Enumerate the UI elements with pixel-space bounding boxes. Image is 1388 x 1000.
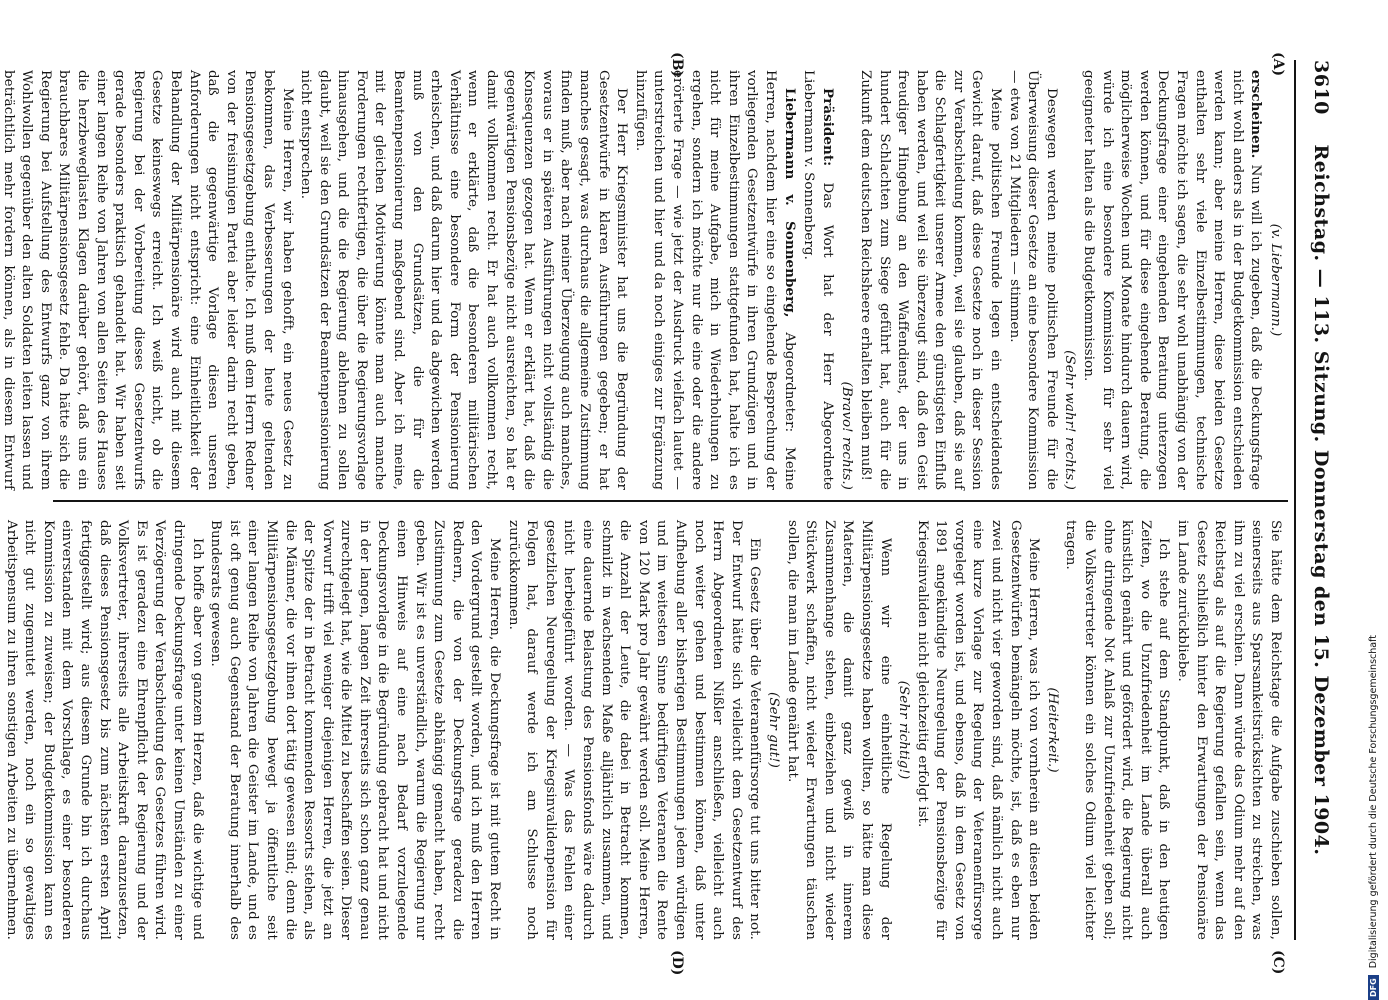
president-text: Das Wort hat der Herr Abgeordnete Liebermann v. Sonnenberg. [801,70,835,491]
page-header [1292,0,1332,1000]
paragraph: Ich stehe auf dem Standpunkt, daß in den heutigen Zeiten, wo die Unzufriedenheit im Lande überall auch künstlich genährt und gefördert wird, die Regierung nicht ohne dringende Not Anlaß zur Unzufriedenheit geben soll; die Volksvertreter können ein solches Odium viel leichter tragen. [1063,520,1172,940]
dfg-logo: DFG [1368,975,1379,1000]
funding-note [1368,0,1388,1000]
president-label: Präsident: [819,88,836,167]
header-rule [1294,60,1296,940]
paragraph: Meine Herren, wir haben gehofft, ein neues Gesetz zu bekommen, das Verbesserungen der heute geltenden Pensionsgesetzgebung enthalte. Ich muß dem Herrn Redner von der freisinnigen Partei aber leider darin recht geben, daß die gegenwärtige Vorlage diesen unseren Anforderungen nicht entspricht: eine Einheitlichkeit der Behandlung der Militärpensionäre wird auch mit diesem Gesetze keineswegs erreicht. Ich weiß nicht, ob die Regierung bei der Vorbereitung dieses Gesetzentwurfs gerade besonders praktisch gehandelt hat. Wir haben seit einer langen Reihe von Jahren von allen Seiten des Hauses die herzbewegliasten Klagen darüber gehört, daß uns ein brauchbares Militärpensionsgesetz fehle. Da hätte sich die Regierung bei Aufstellung des Entwurfs ganz von ihrem Wohlwollen gegenüber den alten Soldaten leiten lassen und beträchtlich mehr fordern können, als in diesem Entwurf [0,70,295,490]
margin-marker-a: (A) [1270,52,1286,77]
applause: (Heiterkeit.) [1044,687,1060,773]
paragraph-text: Nun will ich zugeben, daß die Deckungsfrage nicht wohl anders als in der Budgetkommission entschieden werden kann; aber meine Herren, diese beiden Gesetze enthalten sehr viele Einzelbestimmungen, technische Fragen möchte ich sagen, die sehr wohl unabhängig von der Deckungsfrage einer eingehenden Beratung unterzogen werden können, und für diese eingehende Beratung, die möglicherweise Wochen und Monate hindurch dauern wird, würde ich eine besondere Kommission für sehr viel geeigneter halten als die Budgetkommission. [1081,70,1264,491]
margin-marker-c: (C) [1270,950,1286,975]
paragraph: Meine Herren, was ich von vornherein an diesen beiden Gesetzentwürfen bemängeln möchte, ist, daß es eben nur zwei und nicht vier geworden sind, daß nämlich nicht auch eine kurze Vorlage zur Regelung der Veteranenfürsorge vorgelegt worden ist, und ebenso, daß in dem Gesetz von 1891 angekündigte Neuregelung der Pensionsbezüge für Kriegsinvaliden nicht gleichzeitig erfolgt ist. [914,520,1042,940]
applause: (Bravo! rechts.) [839,381,855,490]
paragraph [1078,70,1265,490]
paragraph: Meine politischen Freunde legen ein entscheidendes Gewicht darauf, daß diese Gesetze noch in dieser Session zur Verabschiedung kommen, weil sie glauben, daß sie auf die Schlagfertigkeit unserer Armee den günstigsten Einfluß haben werden, und weil sie überzeugt sind, daß den Geist freudiger Hingebung an den Waffendienst, der uns in hundert Schlachten zum Siege geführt hat, auch für die Zukunft dem deutschen Reichsheere erhalten bleiben muß! [857,70,1004,490]
lead-word: erscheinen. [1248,70,1265,159]
page-number: 3610 [1310,60,1332,115]
speaker-label: Liebermann v. Sonnenberg, [781,88,798,318]
margin-marker-d: (D) [669,950,685,976]
paragraph: Der Herr Kriegsminister hat uns die Begründung der Gesetzentwürfe in klaren Ausführungen gegeben; er hat manches gesagt, was durchaus die allgemeine Zustimmung finden muß, aber nach meiner Überzeugung auch manches, woraus er in späteren Ausführungen nicht vollständig die Konsequenzen gezogen hat. Wenn er erklärt hat, daß die gegenwärtigen Pensionsbezüge nicht ausreichten, so hat er damit vollkommen recht. Er hat auch vollkommen recht, wenn er erklärte, daß die besonderen militärischen Verhältnisse eine besondere Form der Pensionierung erheischen, und daß darum hier und da abgewichen werden muß von den Grundsätzen, die für die Beamtenpensionierung maßgebend sind. Aber ich meine, mit der gleichen Motivierung könnte man auch manche Forderungen rechtfertigen, die über die Regierungsvorlage hinausgehen, und die die Regierung ablehnen zu sollen glaubt, weil sie den Grundsätzen der Beamtenpensionierung nicht entsprechen. [298,70,630,490]
funding-text: Digitalisierung gefördert durch die Deutsche Forschungsgemeinschaft [1368,634,1379,969]
paragraph: Wenn wir eine einheitliche Regelung der Militärpensionsgesetze haben wollten, so hätte man diese Materien, die damit ganz gewiß in innerem Zusammenhange stehen, einbeziehen und nicht wieder Stückwerk schaffen, nicht wieder Erwartungen täuschen sollen, die man im Lande genährt hat. [784,520,893,940]
left-column [0,70,1284,491]
president-paragraph [799,70,837,490]
speaker-tag: (v. Liebermann.) [1268,223,1283,337]
speaker-paragraph [630,70,798,490]
applause: (Sehr gut!) [765,692,781,768]
paragraph: Sie hätte dem Reichstage die Aufgabe zuschieben sollen, seinerseits aus Sparsamkeitsrücksichten zu streichen, was ihm zu viel erschien. Dann würde das Odium mehr auf den Reichstag als auf die Regierung gefallen sein, wenn das Gesetz schließlich hinter den Erwartungen der Pensionäre im Lande zurückbliebe. [1175,520,1283,940]
margin-marker-b: (B) [669,52,685,78]
paragraph: Meine Herren, die Deckungsfrage ist mit gutem Recht in den Vordergrund gestellt worden, und ich muß den Herren Rednern, die von der Deckungsfrage geradezu die Zustimmung zum Gesetze abhängig gemacht haben, recht geben. Wir ist es unverständlich, warum die Regierung nur einen Hinweis auf eine nach Bedarf vorzulegende Deckungsvorlage in die Begründung gebracht hat und nicht in der langen, langen Zeit ihrerseits sich schon ganz genau zurechtgelegt hat, wie die Mittel zu beschaffen seien. Dieser Vorwurf trifft viel weniger diejenigen Herren, die jetzt an der Spitze der in Betracht kommenden Ressorts stehen, als die Männer, die vor ihnen dort tätig gewesen sind; denn die Militärpensionsgesetzgebung bewegt ja öffentliche seit einer langen Reihe von Jahren die Geister im Lande, und es ist oft genug auch Gegenstand der Beratung innerhalb des Bundesrats gewesen. [208,520,503,940]
applause: (Sehr wahr! rechts.) [1062,350,1078,490]
right-column [3,520,1284,940]
column-divider [53,500,1288,502]
speaker-text: Abgeordneter: Meine Herren, nachdem hier eine so eingehende Besprechung der vorliegenden Gesetzentwürfe in ihren Grundzügen und in ihren Einzelbestimmungen stattgefunden hat, halte ich es nicht für meine Aufgabe, mich in Wiederholungen zu ergehen, sondern ich möchte nur die eine oder die andere erörterte Frage — wie jetzt der Ausdruck vielfach lautet — unterstreichen und hier und da noch einiges zur Ergänzung hinzufügen. [632,70,797,490]
page-title: Reichstag. — 113. Sitzung. Donnerstag den 15. Dezember 1904. [1310,144,1332,856]
paragraph: Ich hoffe aber von ganzem Herzen, daß die wichtige und dringende Deckungsfrage unter keinen Umständen zu einer Verzögerung der Verabschiedung des Gesetzes führen wird. Es ist geradezu eine Ehrenpflicht der Regierung und der Volksvertreter, ihrerseits alle Arbeitskraft daranzusetzen, daß dieses Pensionsgesetz bis zum nächsten ersten April fertiggestellt wird; aus diesem Grunde bin ich durchaus einverstanden mit dem Vorschlage, es einer besonderen Kommission zu zuweisen; der Budgetkommission kann es nicht gut zugemutet werden, noch ein so gewaltiges Arbeitspensum zu ihren sonstigen Arbeiten zu übernehmen. [3,520,205,940]
paragraph: Ein Gesetz über die Veteranenfürsorge tut uns bitter not. Der Entwurf hätte sich vielleicht dem Gesetzentwurf des Herrn Abgeordneten Nißler anschließen, vielleicht auch noch weiter gehen und bestimmen können, daß unter Aufhebung aller bisherigen Bestimmungen jedem würdigen und im weitesten Sinne bedürftigen Veteranen die Rente von 120 Mark pro Jahr gewährt werden soll. Meine Herren, die Anzahl der Leute, die dabei in Betracht kommen, schmilzt in wachsendem Maße alljährlich zusammen, und eine dauernde Belastung des Pensionsfonds wäre dadurch nicht herbeigeführt worden. — Was das Fehlen einer gesetzlichen Neuregelung der Kriegsinvalidenpension für Folgen hat, darauf werde ich am Schlusse noch zurückkommen. [505,520,763,940]
applause: (Sehr richtig!) [896,680,912,780]
paragraph: Deswegen werden meine politischen Freunde für die Überweisung dieser Gesetze an eine besondere Kommission — etwa von 21 Mitgliedern — stimmen. [1006,70,1059,490]
